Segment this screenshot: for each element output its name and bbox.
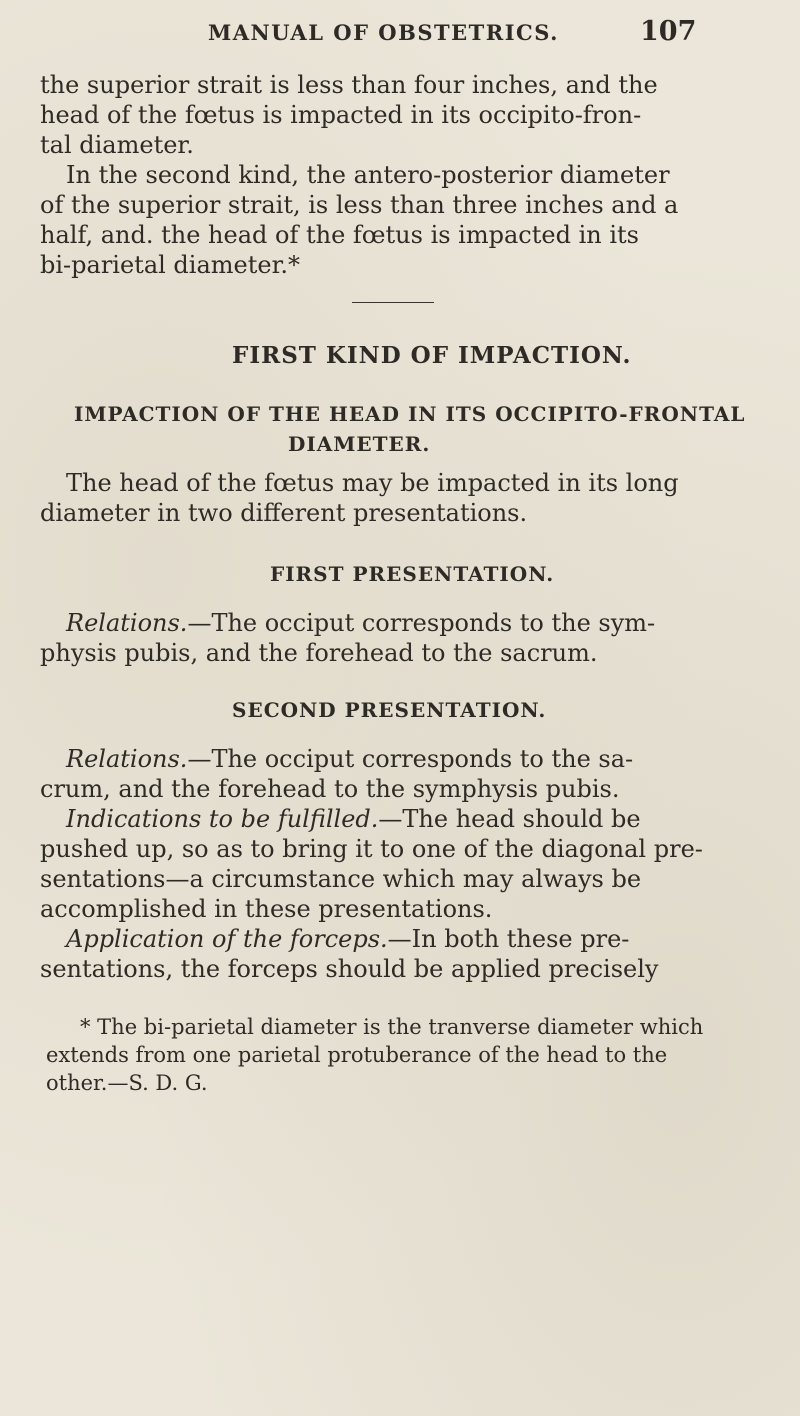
section-title: FIRST KIND OF IMPACTION. xyxy=(232,342,632,369)
section-divider xyxy=(352,302,434,303)
text-line: accomplished in these presentations. xyxy=(40,895,493,923)
first-presentation-title: FIRST PRESENTATION. xyxy=(270,562,555,586)
section-subtitle: IMPACTION OF THE HEAD IN ITS OCCIPITO-FRONTAL xyxy=(74,402,746,426)
relations-text: —The occiput corresponds to the sym- xyxy=(187,609,656,637)
text-line: sentations—a circumstance which may always be xyxy=(40,865,642,893)
footnote-line: * The bi-parietal diameter is the tranverse diameter which xyxy=(80,1015,704,1039)
relations-label: Relations. xyxy=(66,745,188,773)
text-line: the superior strait is less than four inches, and the xyxy=(40,71,658,99)
application-text: —In both these pre- xyxy=(387,925,630,953)
indications-label: Indications to be fulfilled. xyxy=(66,805,379,833)
text-line: head of the fœtus is impacted in its occipito-fron- xyxy=(40,101,642,129)
text-line: diameter in two different presentations. xyxy=(40,499,528,527)
footnote-line: extends from one parietal protuberance of the head to the xyxy=(46,1043,668,1067)
text-line: of the superior strait, is less than three inches and a xyxy=(40,191,679,219)
page-number: 107 xyxy=(640,16,697,47)
relations-text: —The occiput corresponds to the sa- xyxy=(187,745,634,773)
relations-label: Relations. xyxy=(66,609,188,637)
text-line xyxy=(66,924,629,954)
text-line: sentations, the forceps should be applied precisely xyxy=(40,955,659,983)
text-line: half, and. the head of the fœtus is impacted in its xyxy=(40,221,639,249)
page-header xyxy=(0,16,800,56)
text-line: In the second kind, the antero-posterior diameter xyxy=(66,161,670,189)
section-subtitle-cont: DIAMETER. xyxy=(288,432,431,456)
text-line xyxy=(66,744,633,774)
running-head: MANUAL OF OBSTETRICS. xyxy=(208,20,559,45)
application-label: Application of the forceps. xyxy=(66,925,388,953)
text-line: tal diameter. xyxy=(40,131,194,159)
indications-text: —The head should be xyxy=(378,805,641,833)
text-line: pushed up, so as to bring it to one of the diagonal pre- xyxy=(40,835,703,863)
footnote-line: other.—S. D. G. xyxy=(46,1071,208,1095)
text-line: crum, and the forehead to the symphysis pubis. xyxy=(40,775,620,803)
text-line xyxy=(66,804,641,834)
text-line xyxy=(66,608,655,638)
text-line: physis pubis, and the forehead to the sacrum. xyxy=(40,639,598,667)
text-line: bi-parietal diameter.* xyxy=(40,251,301,279)
second-presentation-title: SECOND PRESENTATION. xyxy=(232,698,547,722)
text-line: The head of the fœtus may be impacted in its long xyxy=(66,469,679,497)
